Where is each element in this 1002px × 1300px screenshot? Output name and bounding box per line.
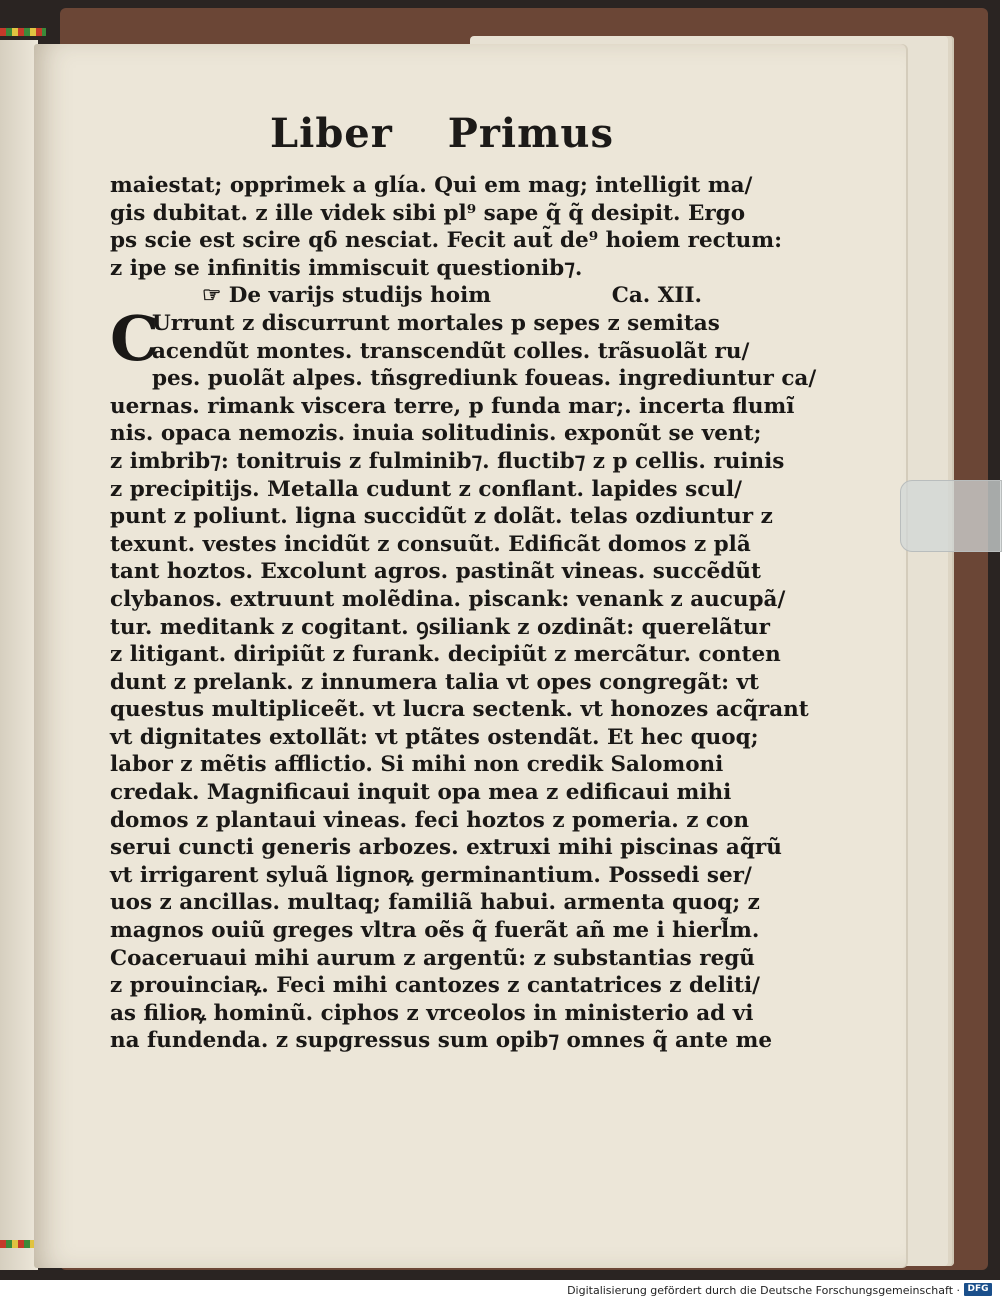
text-line: z litigant. diripiũt z furank. decipiũt z mercãtur. conten	[110, 642, 781, 668]
text-line: z prouinciaꝶ. Feci mihi cantozes z cantatrices z deliti/	[110, 973, 760, 999]
text-line: Coaceruaui mihi aurum z argentũ: z substantias regũ	[110, 945, 755, 971]
text-line: uos z ancillas. multaq; familiã habui. armenta quoq; z	[110, 890, 760, 916]
dfg-logo: DFG	[964, 1283, 992, 1296]
text-line: pes. puolãt alpes. tñsgrediunk foueas. ingrediuntur ca/	[152, 366, 817, 392]
text-line: clybanos. extruunt molẽdina. piscank: venank z aucupã/	[110, 586, 786, 612]
chapter-title: ☞ De varijs studijs hoim	[202, 283, 491, 309]
text-line: dunt z prelank. z innumera talia vt opes congregãt: vt	[110, 669, 759, 695]
initial-letter: C	[110, 301, 160, 375]
chapter-heading	[110, 282, 710, 310]
clasp	[900, 480, 1002, 552]
text-line: z ipe se infinitis immiscuit questionib⁊.	[110, 255, 583, 281]
initial-paragraph	[110, 301, 750, 375]
text-line: domos z plantaui vineas. feci hoztos z pomeria. z con	[110, 807, 749, 833]
text-line: tant hoztos. Excolunt agros. pastinãt vineas. succẽdũt	[110, 559, 761, 585]
text-line: acendũt montes. transcendũt colles. trãsuolãt ru/	[152, 338, 750, 364]
text-line: nis. opaca nemozis. inuia solitudinis. exponũt se vent;	[110, 421, 762, 447]
text-line: na fundenda. z supgressus sum opib⁊ omnes q̃ ante me	[110, 1028, 773, 1054]
text-line: gis dubitat. z ille videk sibi pl⁹ sape q̃ q̃ desipit. Ergo	[110, 200, 746, 226]
text-line: vt dignitates extollãt: vt ptãtes ostendãt. Et hec quoq;	[110, 724, 759, 750]
text-line: z imbrib⁊: tonitruis z fulminib⁊. fluctib⁊ z p cellis. ruinis	[110, 448, 785, 474]
text-line: uernas. rimank viscera terre, p funda mar;. incerta flumĩ	[110, 393, 795, 419]
headband-top	[0, 28, 46, 36]
footer-bar	[0, 1280, 1000, 1300]
running-head-word-2: Primus	[447, 110, 615, 157]
running-head	[270, 110, 630, 157]
text-line: z precipitijs. Metalla cudunt z conflant. lapides scul/	[110, 476, 742, 502]
text-line: serui cuncti generis arbozes. extruxi mihi piscinas aq̃rũ	[110, 835, 782, 861]
text-line: texunt. vestes incidũt z consuũt. Edificãt domos z plã	[110, 531, 751, 557]
text-line: ps scie est scire qδ nesciat. Fecit aut̃ de⁹ hoiem rectum:	[110, 228, 783, 254]
text-block	[110, 172, 817, 1055]
digitization-credit: Digitalisierung gefördert durch die Deutsche Forschungsgemeinschaft ·	[567, 1284, 960, 1297]
text-line: vt irrigarent syluã lignoꝶ germinantium. Possedi ser/	[110, 862, 752, 888]
text-line: magnos ouiũ greges vltra oẽs q̃ fuerãt añ me i hierl̃m.	[110, 918, 760, 944]
text-line: labor z mẽtis afflictio. Si mihi non credik Salomoni	[110, 752, 724, 778]
text-line: Urrunt z discurrunt mortales p sepes z semitas	[152, 310, 720, 336]
chapter-number: Ca. XII.	[611, 283, 702, 309]
running-head-word-1: Liber	[270, 110, 393, 157]
text-line: punt z poliunt. ligna succidũt z dolãt. telas ozdiuntur z	[110, 504, 773, 530]
text-line: credak. Magnificaui inquit opa mea z edificaui mihi	[110, 780, 732, 806]
text-line: questus multipliceẽt. vt lucra sectenk. vt honozes acq̃rant	[110, 697, 809, 723]
text-line: as filioꝶ hominũ. ciphos z vrceolos in ministerio ad vi	[110, 1000, 754, 1026]
text-line: tur. meditank z cogitant. ꝯsiliank z ozdinãt: querelãtur	[110, 614, 770, 640]
left-page-edge	[0, 40, 38, 1270]
text-line: maiestat; opprimek a glía. Qui em mag; intelligit ma/	[110, 173, 753, 198]
